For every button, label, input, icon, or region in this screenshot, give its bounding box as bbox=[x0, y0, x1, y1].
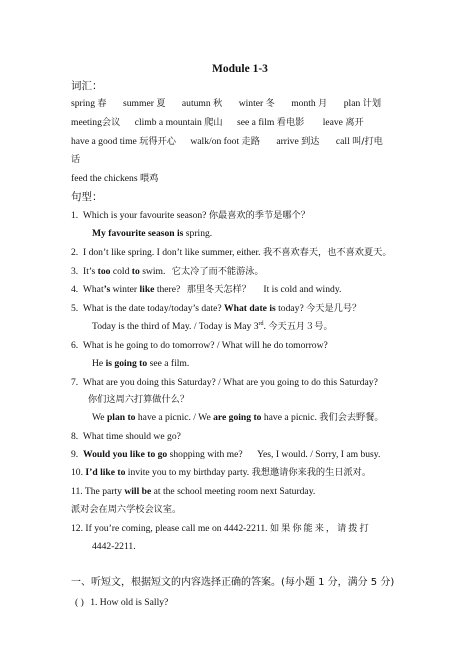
question-1: ( ) 1. How old is Sally? bbox=[75, 597, 169, 608]
vocab-line-3: have a good time 玩得开心 walk/on foot 走路 arrive 到达 call 叫/打电 bbox=[71, 136, 383, 147]
sentence-9: 9. Would you like to go shopping with me? Yes, I would. / Sorry, I am busy. bbox=[71, 449, 381, 460]
sentence-1-answer: My favourite season is spring. bbox=[92, 228, 213, 239]
sentence-10: 10. I’d like to invite you to my birthday party. 我想邀请你来我的生日派对。 bbox=[71, 467, 372, 478]
sentence-12-continued: 4442-2211. bbox=[92, 541, 136, 552]
vocab-line-4: 话 bbox=[71, 154, 81, 165]
vocab-line-2: meeting会议 climb a mountain 爬山 see a film 看电影 leave 离开 bbox=[71, 117, 364, 128]
vocab-heading: 词汇： bbox=[71, 80, 103, 92]
page-title: Module 1-3 bbox=[212, 63, 268, 75]
sentence-11-chinese: 派对会在周六学校会议室。 bbox=[71, 504, 182, 515]
sentence-7-chinese: 你们这周六打算做什么？ bbox=[88, 394, 190, 405]
sentence-3: 3. It’s too cold to swim. 它太冷了而不能游泳。 bbox=[71, 266, 264, 277]
sentence-5-answer: Today is the third of May. / Today is May 3rd. 今天五月３号。 bbox=[92, 320, 333, 332]
sentence-heading: 句型： bbox=[71, 191, 103, 203]
sentence-12: 12. If you’re coming, please call me on 4442-2211. 如果你能来，请拨打 bbox=[71, 523, 371, 534]
vocab-line-5: feed the chickens 喂鸡 bbox=[71, 173, 159, 184]
sentence-7-answer: We plan to have a picnic. / We are going to have a picnic. 我们会去野餐。 bbox=[92, 412, 384, 423]
sentence-1: 1. Which is your favourite season? 你最喜欢的季节是哪个？ bbox=[71, 210, 310, 221]
vocab-line-1: spring 春 summer 夏 autumn 秋 winter 冬 month 月 plan 计划 bbox=[71, 98, 382, 109]
sentence-6: 6. What is he going to do tomorrow? / What will he do tomorrow? bbox=[71, 340, 328, 351]
sentence-5: 5. What is the date today/today’s date? What date is today? 今天是几号？ bbox=[71, 303, 362, 314]
sentence-11: 11. The party will be at the school meeting room next Saturday. bbox=[71, 486, 316, 497]
sentence-8: 8. What time should we go? bbox=[71, 431, 181, 442]
sentence-6-answer: He is going to see a film. bbox=[92, 358, 190, 369]
section-1-heading: 一、听短文，根据短文的内容选择正确的答案。(每小题 1 分，满分 5 分) bbox=[71, 577, 395, 588]
answer-blank[interactable]: ( ) bbox=[75, 597, 84, 608]
sentence-4: 4. What’s winter like there? 那里冬天怎样？ It is cold and windy. bbox=[71, 284, 342, 295]
sentence-7: 7. What are you doing this Saturday? / What are you going to do this Saturday? bbox=[71, 377, 378, 388]
sentence-2: 2. I don’t like spring. I don’t like summer, either. 我不喜欢春天，也不喜欢夏天。 bbox=[71, 247, 392, 258]
